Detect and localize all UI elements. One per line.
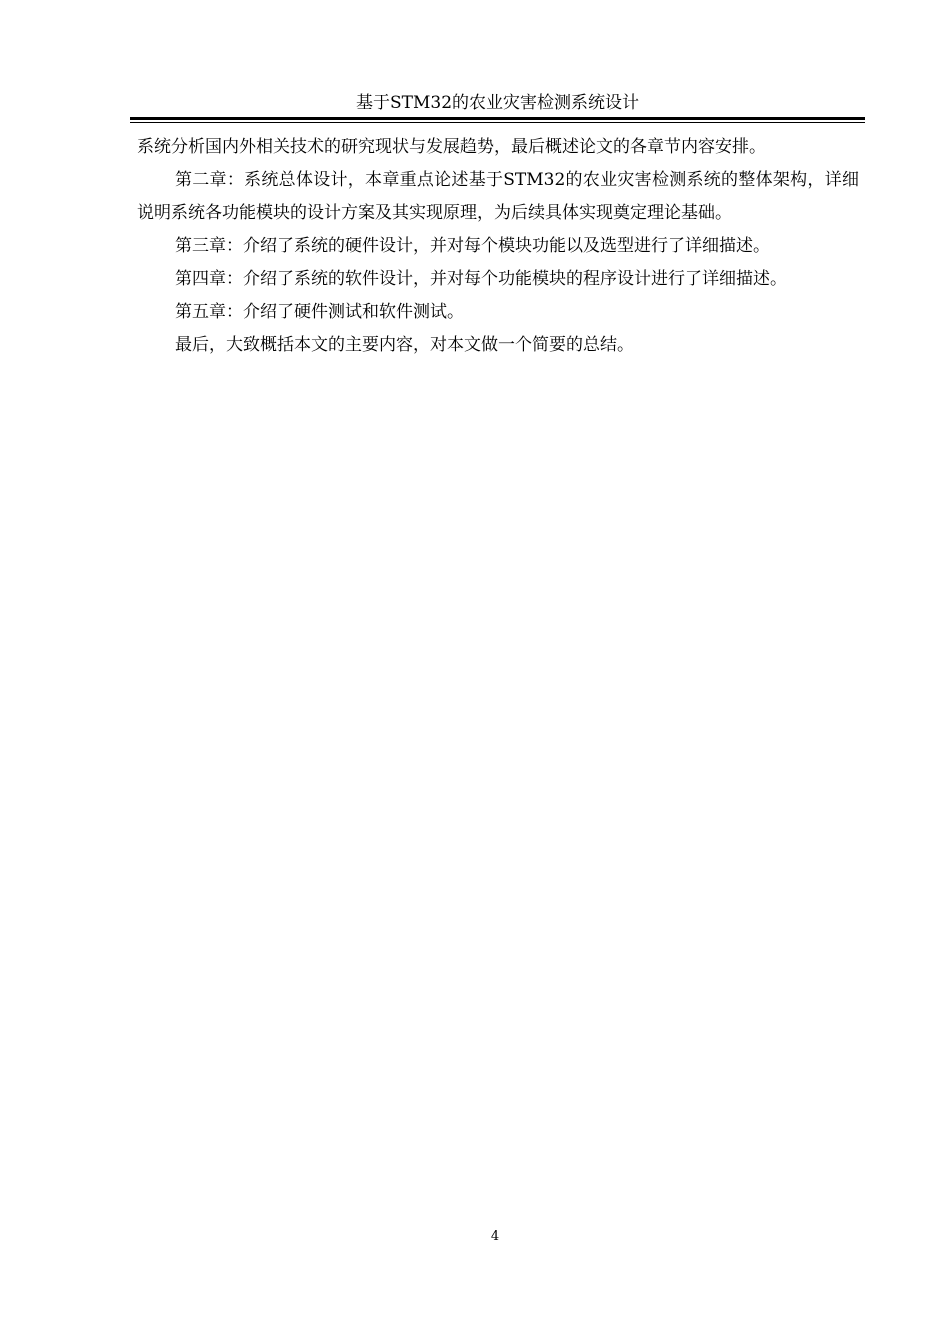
paragraph-continuation: 系统分析国内外相关技术的研究现状与发展趋势，最后概述论文的各章节内容安排。 <box>137 137 766 157</box>
paragraph-chapter-4: 第四章：介绍了系统的软件设计，并对每个功能模块的程序设计进行了详细描述。 <box>175 269 787 289</box>
paragraph-conclusion: 最后，大致概括本文的主要内容，对本文做一个简要的总结。 <box>175 335 634 355</box>
paragraph-chapter-5: 第五章：介绍了硬件测试和软件测试。 <box>175 302 464 322</box>
running-header-title: 基于STM32的农业灾害检测系统设计 <box>355 93 640 113</box>
paragraph-chapter-3: 第三章：介绍了系统的硬件设计，并对每个模块功能以及选型进行了详细描述。 <box>175 236 770 256</box>
body-text <box>137 131 859 362</box>
header-rule-thin <box>130 122 865 123</box>
paragraph-chapter-2: 第二章：系统总体设计，本章重点论述基于STM32的农业灾害检测系统的整体架构，详细说明系统各功能模块的设计方案及其实现原理，为后续具体实现奠定理论基础。 <box>137 170 859 223</box>
header-rule-thick <box>130 117 865 120</box>
page-number: 4 <box>490 1229 500 1244</box>
